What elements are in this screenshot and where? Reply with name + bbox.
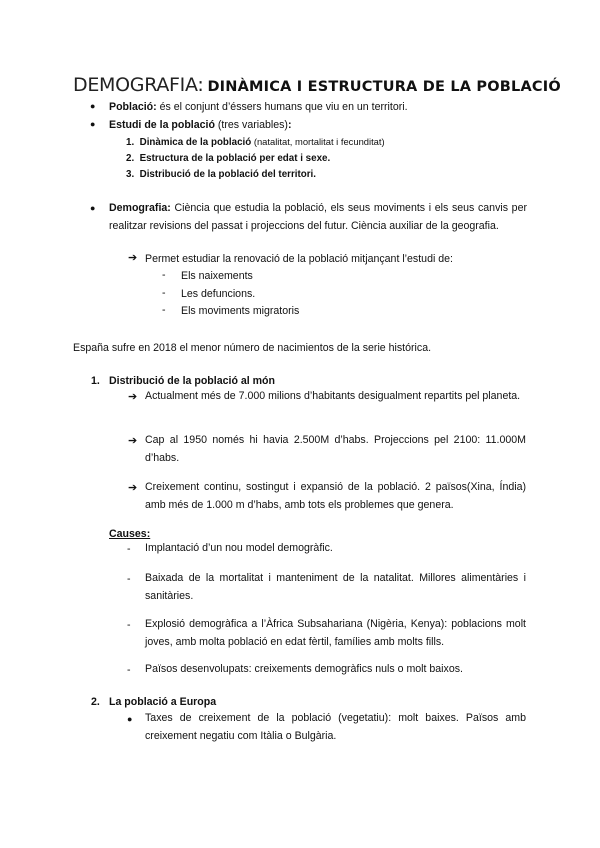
section1-point: Creixement continu, sostingut i expansió de la població. 2 països(Xina, Índia) amb més de 1.000 m d’habs, amb tots els problemes que genera. xyxy=(145,481,526,511)
arrow-icon: ➔ xyxy=(128,435,138,447)
list-item: Els moviments migratoris xyxy=(181,305,300,317)
dash-marker: - xyxy=(127,573,131,585)
demografia-arrow-text: Permet estudiar la renovació de la població mitjançant l’estudi de: xyxy=(145,253,453,265)
demografia-label: Demografia: xyxy=(109,202,171,214)
dash-marker: - xyxy=(162,304,166,316)
dash-marker: - xyxy=(127,543,131,555)
cause-item: Implantació d’un nou model demogràfic. xyxy=(145,542,333,554)
variable-item xyxy=(126,135,385,150)
cause-item: Explosió demogràfica a l’Àfrica Subsahariana (Nigèria, Kenya): poblacions molt joves, amb molta població en edat fèrtil, famílies amb molts fills. xyxy=(145,618,526,648)
estudi-text: (tres variables) xyxy=(214,119,288,131)
demografia-text: Ciència que estudia la població, els seus moviments i els seus canvis per realitzar revisions del passat i projeccions del futur. Ciència auxiliar de la geografia. xyxy=(109,202,527,232)
estudi-label: Estudi de la població xyxy=(109,119,215,131)
cause-item: Països desenvolupats: creixements demogràfics nuls o molt baixos. xyxy=(145,663,463,675)
cause-item: Baixada de la mortalitat i manteniment de la natalitat. Millores alimentàries i sanitàries. xyxy=(145,572,526,602)
poblacio-text: és el conjunt d’éssers humans que viu en un territori. xyxy=(156,101,408,113)
variable-label: Estructura de la població per edat i sexe. xyxy=(139,153,331,164)
dash-marker: - xyxy=(162,269,166,281)
section-number: 2. xyxy=(91,696,100,708)
causes-heading: Causes: xyxy=(109,528,151,540)
page-title xyxy=(73,74,561,96)
variable-item xyxy=(126,152,330,166)
title-main: DINÀMICA I ESTRUCTURA DE LA POBLACIÓ xyxy=(207,79,561,95)
bullet-dot: ● xyxy=(127,714,133,724)
variable-extra: (natalitat, mortalitat i fecunditat) xyxy=(251,136,385,147)
list-item: Les defuncions. xyxy=(181,288,256,300)
bullet-dot: ● xyxy=(90,119,96,129)
variable-number: 2. xyxy=(126,153,135,164)
variable-number: 3. xyxy=(126,169,135,180)
estudi-colon: : xyxy=(287,119,292,131)
variable-label: Distribució de la població del territori. xyxy=(139,169,316,180)
arrow-icon: ➔ xyxy=(128,252,138,264)
variable-item xyxy=(126,168,316,182)
poblacio-label: Població: xyxy=(109,101,157,113)
bullet-dot: ● xyxy=(90,101,96,111)
variable-label: Dinàmica de la població xyxy=(139,137,252,148)
section1-point: Actualment més de 7.000 milions d’habitants desigualment repartits pel planeta. xyxy=(145,390,521,402)
arrow-icon: ➔ xyxy=(128,482,138,494)
section2-point: Taxes de creixement de la població (vegetatiu): molt baixes. Països amb creixement negatiu com Itàlia o Bulgària. xyxy=(145,712,526,742)
section-title: La població a Europa xyxy=(109,696,217,708)
bullet-dot: ● xyxy=(90,203,96,213)
dash-marker: - xyxy=(162,287,166,299)
arrow-icon: ➔ xyxy=(128,391,138,403)
dash-marker: - xyxy=(127,664,131,676)
section1-point: Cap al 1950 només hi havia 2.500M d’habs. Projeccions pel 2100: 11.000M d’habs. xyxy=(145,434,526,464)
poblacio-definition xyxy=(109,100,408,114)
section-title: Distribució de la població al món xyxy=(109,375,275,387)
estudi-heading xyxy=(109,118,291,132)
demografia-definition xyxy=(109,199,527,235)
section-number: 1. xyxy=(91,375,100,387)
variable-number: 1. xyxy=(126,137,135,148)
news-note: España sufre en 2018 el menor número de nacimientos de la serie histórica. xyxy=(73,342,432,354)
list-item: Els naixements xyxy=(181,270,253,282)
dash-marker: - xyxy=(127,619,131,631)
title-prefix: DEMOGRAFIA: xyxy=(73,74,204,96)
